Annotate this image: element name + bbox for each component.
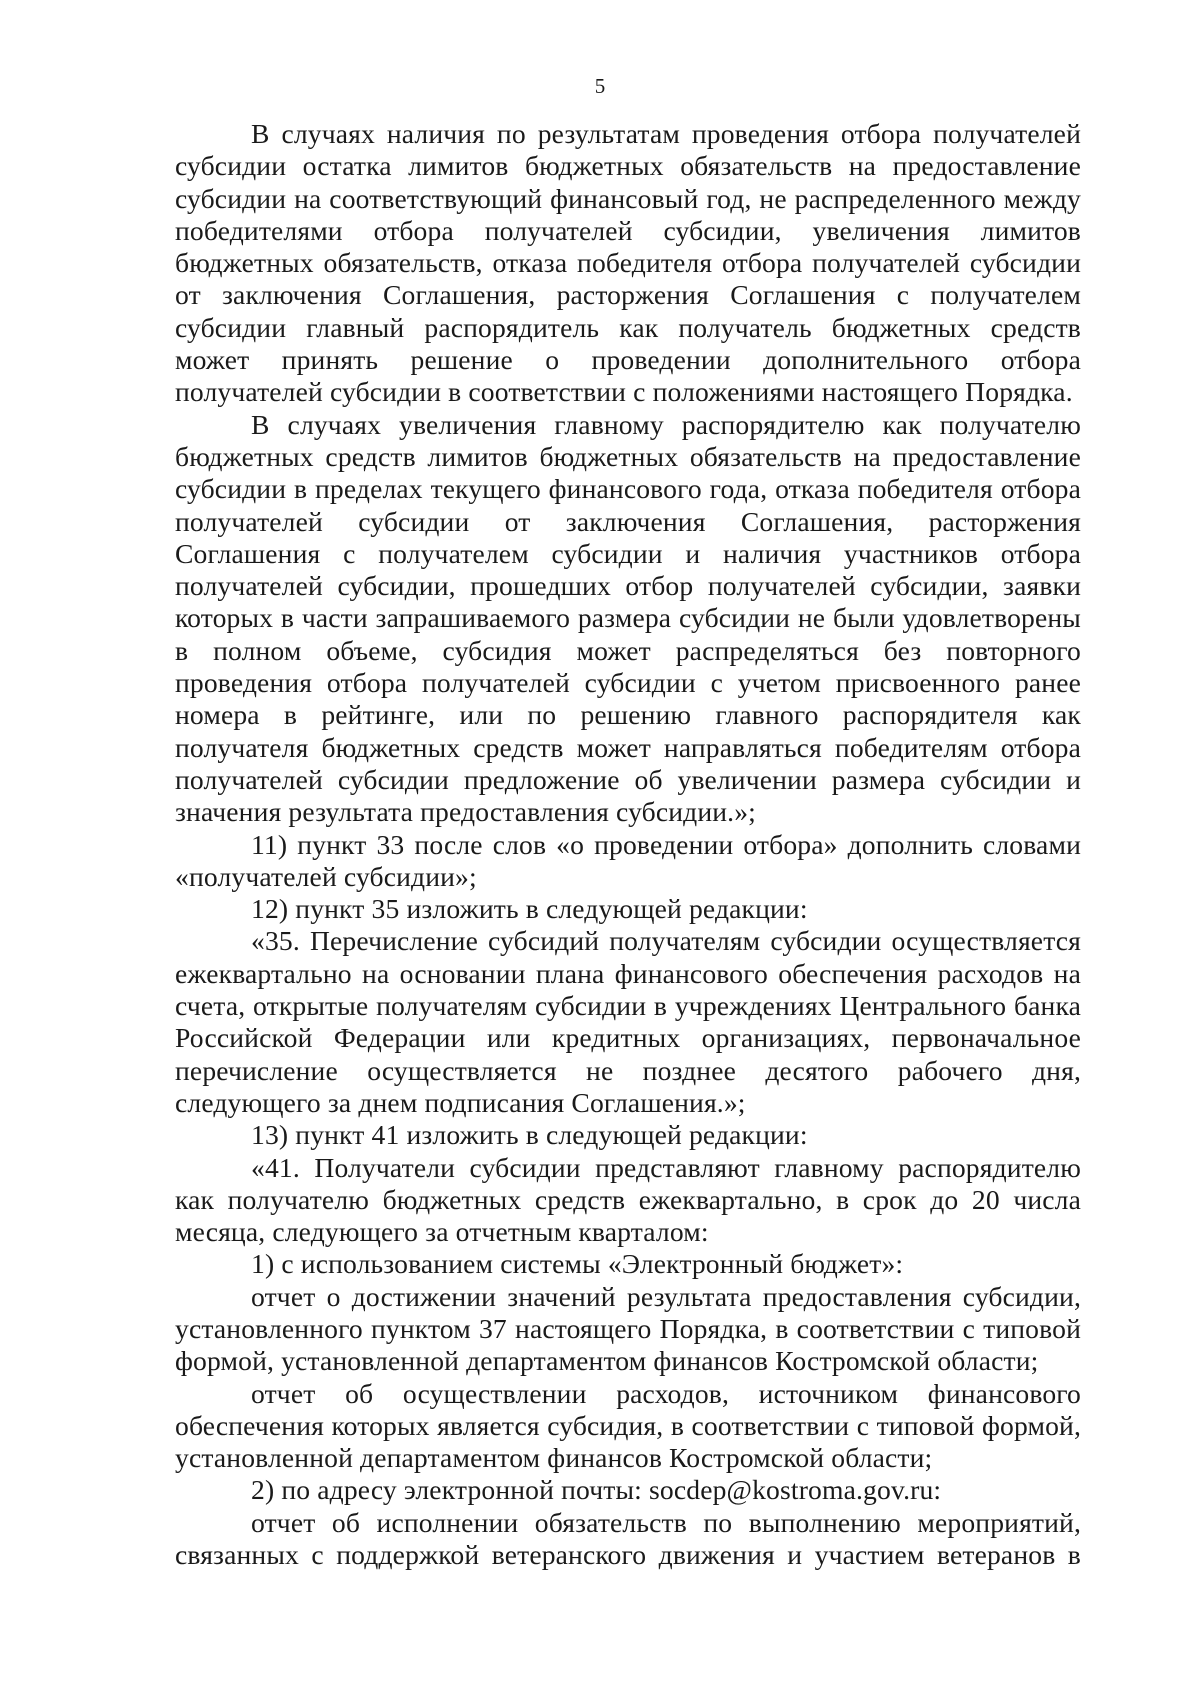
paragraph-obligations-report: отчет об исполнении обязательств по выполнению мероприятий, связанных с поддержкой ветеранского движения и участием ветеранов в [175,1506,1081,1571]
paragraph-result-report: отчет о достижении значений результата предоставления субсидии, установленного пунктом 37 настоящего Порядка, в соответствии с типовой формой, установленной департаментом финансов Костромской области; [175,1280,1081,1377]
paragraph-additional-selection: В случаях наличия по результатам проведения отбора получателей субсидии остатка лимитов бюджетных обязательств на предоставление субсидии на соответствующий финансовый год, не распределенного между победителями отбора получателей субсидии, увеличения лимитов бюджетных обязательств, отказа победителя отбора получателей субсидии от заключения Соглашения, расторжения Соглашения с получателем субсидии главный распорядитель как получатель бюджетных средств может принять решение о проведении дополнительного отбора получателей субсидии в соответствии с положениями настоящего Порядка. [175,118,1081,408]
paragraph-item-11: 11) пункт 33 после слов «о проведении отбора» дополнить словами «получателей субсидии»; [175,828,1081,892]
paragraph-clause-35: «35. Перечисление субсидий получателям субсидии осуществляется ежеквартально на основании плана финансового обеспечения расходов на счета, открытые получателям субсидии в учреждениях Центрального банка Российской Федерации или кредитных организациях, первоначальное перечисление осуществляется не позднее десятого рабочего дня, следующего за днем подписания Соглашения.»; [175,925,1081,1118]
paragraph-electronic-budget: 1) с использованием системы «Электронный бюджет»: [251,1248,904,1280]
document-body [175,118,1081,1571]
paragraph-limit-increase: В случаях увеличения главному распорядителю как получателю бюджетных средств лимитов бюджетных обязательств на предоставление субсидии в пределах текущего финансового года, отказа победителя отбора получателей субсидии от заключения Соглашения, расторжения Соглашения с получателем субсидии и наличия участников отбора получателей субсидии, прошедших отбор получателей субсидии, заявки которых в части запрашиваемого размера субсидии не были удовлетворены в полном объеме, субсидия может распределяться без повторного проведения отбора получателей субсидии с учетом присвоенного ранее номера в рейтинге, или по решению главного распорядителя как получателя бюджетных средств может направляться победителям отбора получателей субсидии предложение об увеличении размера субсидии и значения результата предоставления субсидии.»; [175,408,1081,828]
paragraph-expense-report: отчет об осуществлении расходов, источником финансового обеспечения которых является субсидия, в соответствии с типовой формой, установленной департаментом финансов Костромской области; [175,1377,1081,1474]
paragraph-clause-41: «41. Получатели субсидии представляют главному распорядителю как получателю бюджетных средств ежеквартально, в срок до 20 числа месяца, следующего за отчетным кварталом: [175,1151,1081,1248]
paragraph-item-13: 13) пункт 41 изложить в следующей редакции: [251,1119,808,1151]
paragraph-email: 2) по адресу электронной почты: socdep@kostroma.gov.ru: [251,1474,942,1506]
paragraph-item-12: 12) пункт 35 изложить в следующей редакции: [251,893,808,925]
page-number: 5 [594,74,606,98]
